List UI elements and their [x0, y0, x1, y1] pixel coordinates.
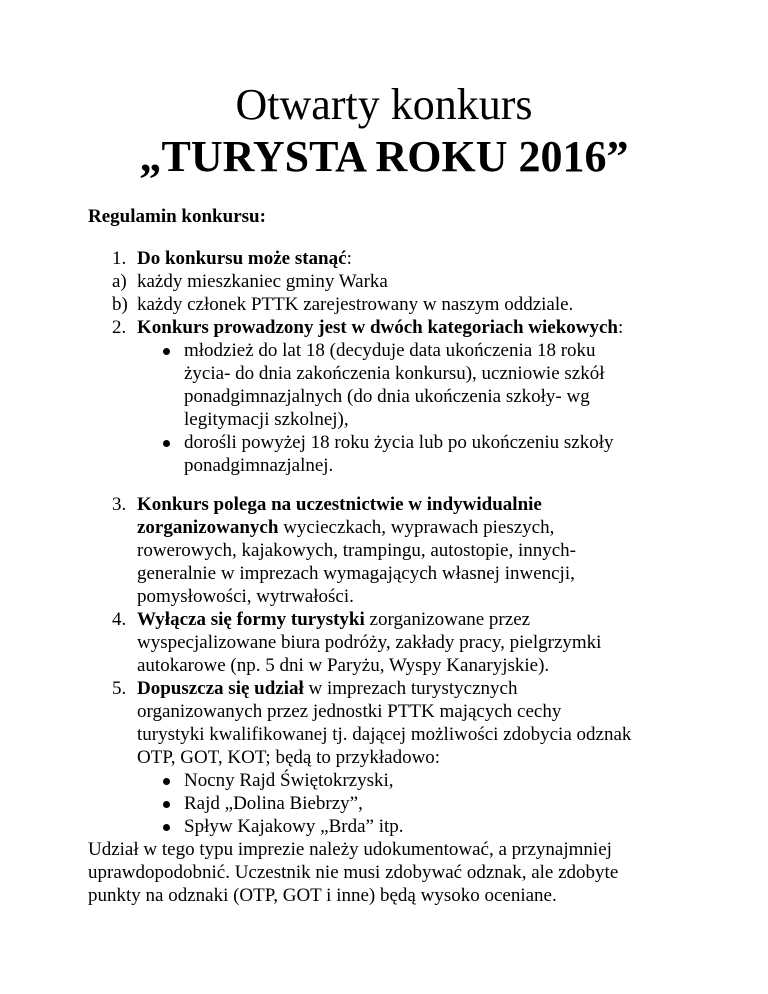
- item-4-rest: zorganizowane przez: [364, 609, 531, 630]
- title-line-1: Otwarty konkurs: [235, 80, 533, 129]
- item-1a-letter: a): [112, 271, 127, 292]
- item-5-line-2: organizowanych przez jednostki PTTK mających cechy: [137, 701, 562, 722]
- title-line-2: „TURYSTA ROKU 2016”: [139, 132, 629, 181]
- closing-line-2: uprawdopodobnić. Uczestnik nie musi zdobywać odznak, ale zdobyte: [88, 862, 619, 883]
- item-2-bullet-1-line-3: ponadgimnazjalnych (do dnia ukończenia szkoły- wg: [184, 386, 590, 407]
- bullet-icon: [163, 778, 170, 785]
- item-4-line-3: autokarowe (np. 5 dni w Paryżu, Wyspy Kanaryjskie).: [137, 655, 550, 676]
- item-1-number: 1.: [112, 248, 127, 269]
- item-5-number: 5.: [112, 678, 127, 699]
- item-3-number: 3.: [112, 494, 127, 515]
- bullet-icon: [163, 801, 170, 808]
- item-1b-letter: b): [112, 294, 128, 315]
- item-5-bold: Dopuszcza się udział: [137, 678, 304, 699]
- item-5-line-3: turystyki kwalifikowanej tj. dającej możliwości zdobycia odznak: [137, 724, 632, 745]
- item-2-bullet-1-line-4: legitymacji szkolnej),: [184, 409, 349, 430]
- item-2-bullet-2-line-2: ponadgimnazjalnej.: [184, 455, 334, 476]
- item-2-bullet-1-line-1: młodzież do lat 18 (decyduje data ukończenia 18 roku: [184, 340, 596, 361]
- item-3-rest-2: wycieczkach, wyprawach pieszych,: [278, 517, 555, 538]
- item-3-bold-line-1: Konkurs polega na uczestnictwie w indywidualnie: [137, 494, 542, 515]
- item-4-bold: Wyłącza się formy turystyki: [137, 609, 365, 630]
- item-2-text: [137, 316, 623, 339]
- item-3-line-2: [137, 516, 554, 539]
- item-1-bold: Do konkursu może stanąć: [137, 248, 347, 269]
- item-5-bullet-1: Nocny Rajd Świętokrzyski,: [184, 770, 394, 791]
- item-2-bullet-1-line-2: życia- do dnia zakończenia konkursu), uczniowie szkół: [184, 363, 605, 384]
- bullet-icon: [163, 348, 170, 355]
- item-5-bullet-3: Spływ Kajakowy „Brda” itp.: [184, 816, 404, 837]
- item-5-bullet-2: Rajd „Dolina Biebrzy”,: [184, 793, 363, 814]
- item-1-text: [137, 247, 352, 270]
- item-2-number: 2.: [112, 317, 127, 338]
- item-3-line-5: pomysłowości, wytrwałości.: [137, 586, 354, 607]
- item-4-line-1: [137, 608, 530, 631]
- item-2-rest: :: [618, 317, 624, 338]
- bullet-icon: [163, 440, 170, 447]
- bullet-icon: [163, 824, 170, 831]
- closing-line-3: punkty na odznaki (OTP, GOT i inne) będą wysoko oceniane.: [88, 885, 557, 906]
- item-3-line-3: rowerowych, kajakowych, trampingu, autostopie, innych-: [137, 540, 576, 561]
- item-4-line-2: wyspecjalizowane biura podróży, zakłady pracy, pielgrzymki: [137, 632, 602, 653]
- item-1a-text: każdy mieszkaniec gminy Warka: [137, 271, 388, 292]
- item-3-line-4: generalnie w imprezach wymagających własnej inwencji,: [137, 563, 575, 584]
- item-5-line-4: OTP, GOT, KOT; będą to przykładowo:: [137, 747, 441, 768]
- item-1b-text: każdy członek PTTK zarejestrowany w naszym oddziale.: [137, 294, 574, 315]
- item-2-bullet-2-line-1: dorośli powyżej 18 roku życia lub po ukończeniu szkoły: [184, 432, 614, 453]
- item-4-number: 4.: [112, 609, 127, 630]
- closing-line-1: Udział w tego typu imprezie należy udokumentować, a przynajmniej: [88, 839, 612, 860]
- regulamin-heading: Regulamin konkursu:: [88, 206, 266, 227]
- item-1-rest: :: [346, 248, 352, 269]
- item-2-bold: Konkurs prowadzony jest w dwóch kategoriach wiekowych: [137, 317, 619, 338]
- item-5-rest: w imprezach turystycznych: [303, 678, 518, 699]
- item-5-line-1: [137, 677, 517, 700]
- item-3-bold-2: zorganizowanych: [137, 517, 279, 538]
